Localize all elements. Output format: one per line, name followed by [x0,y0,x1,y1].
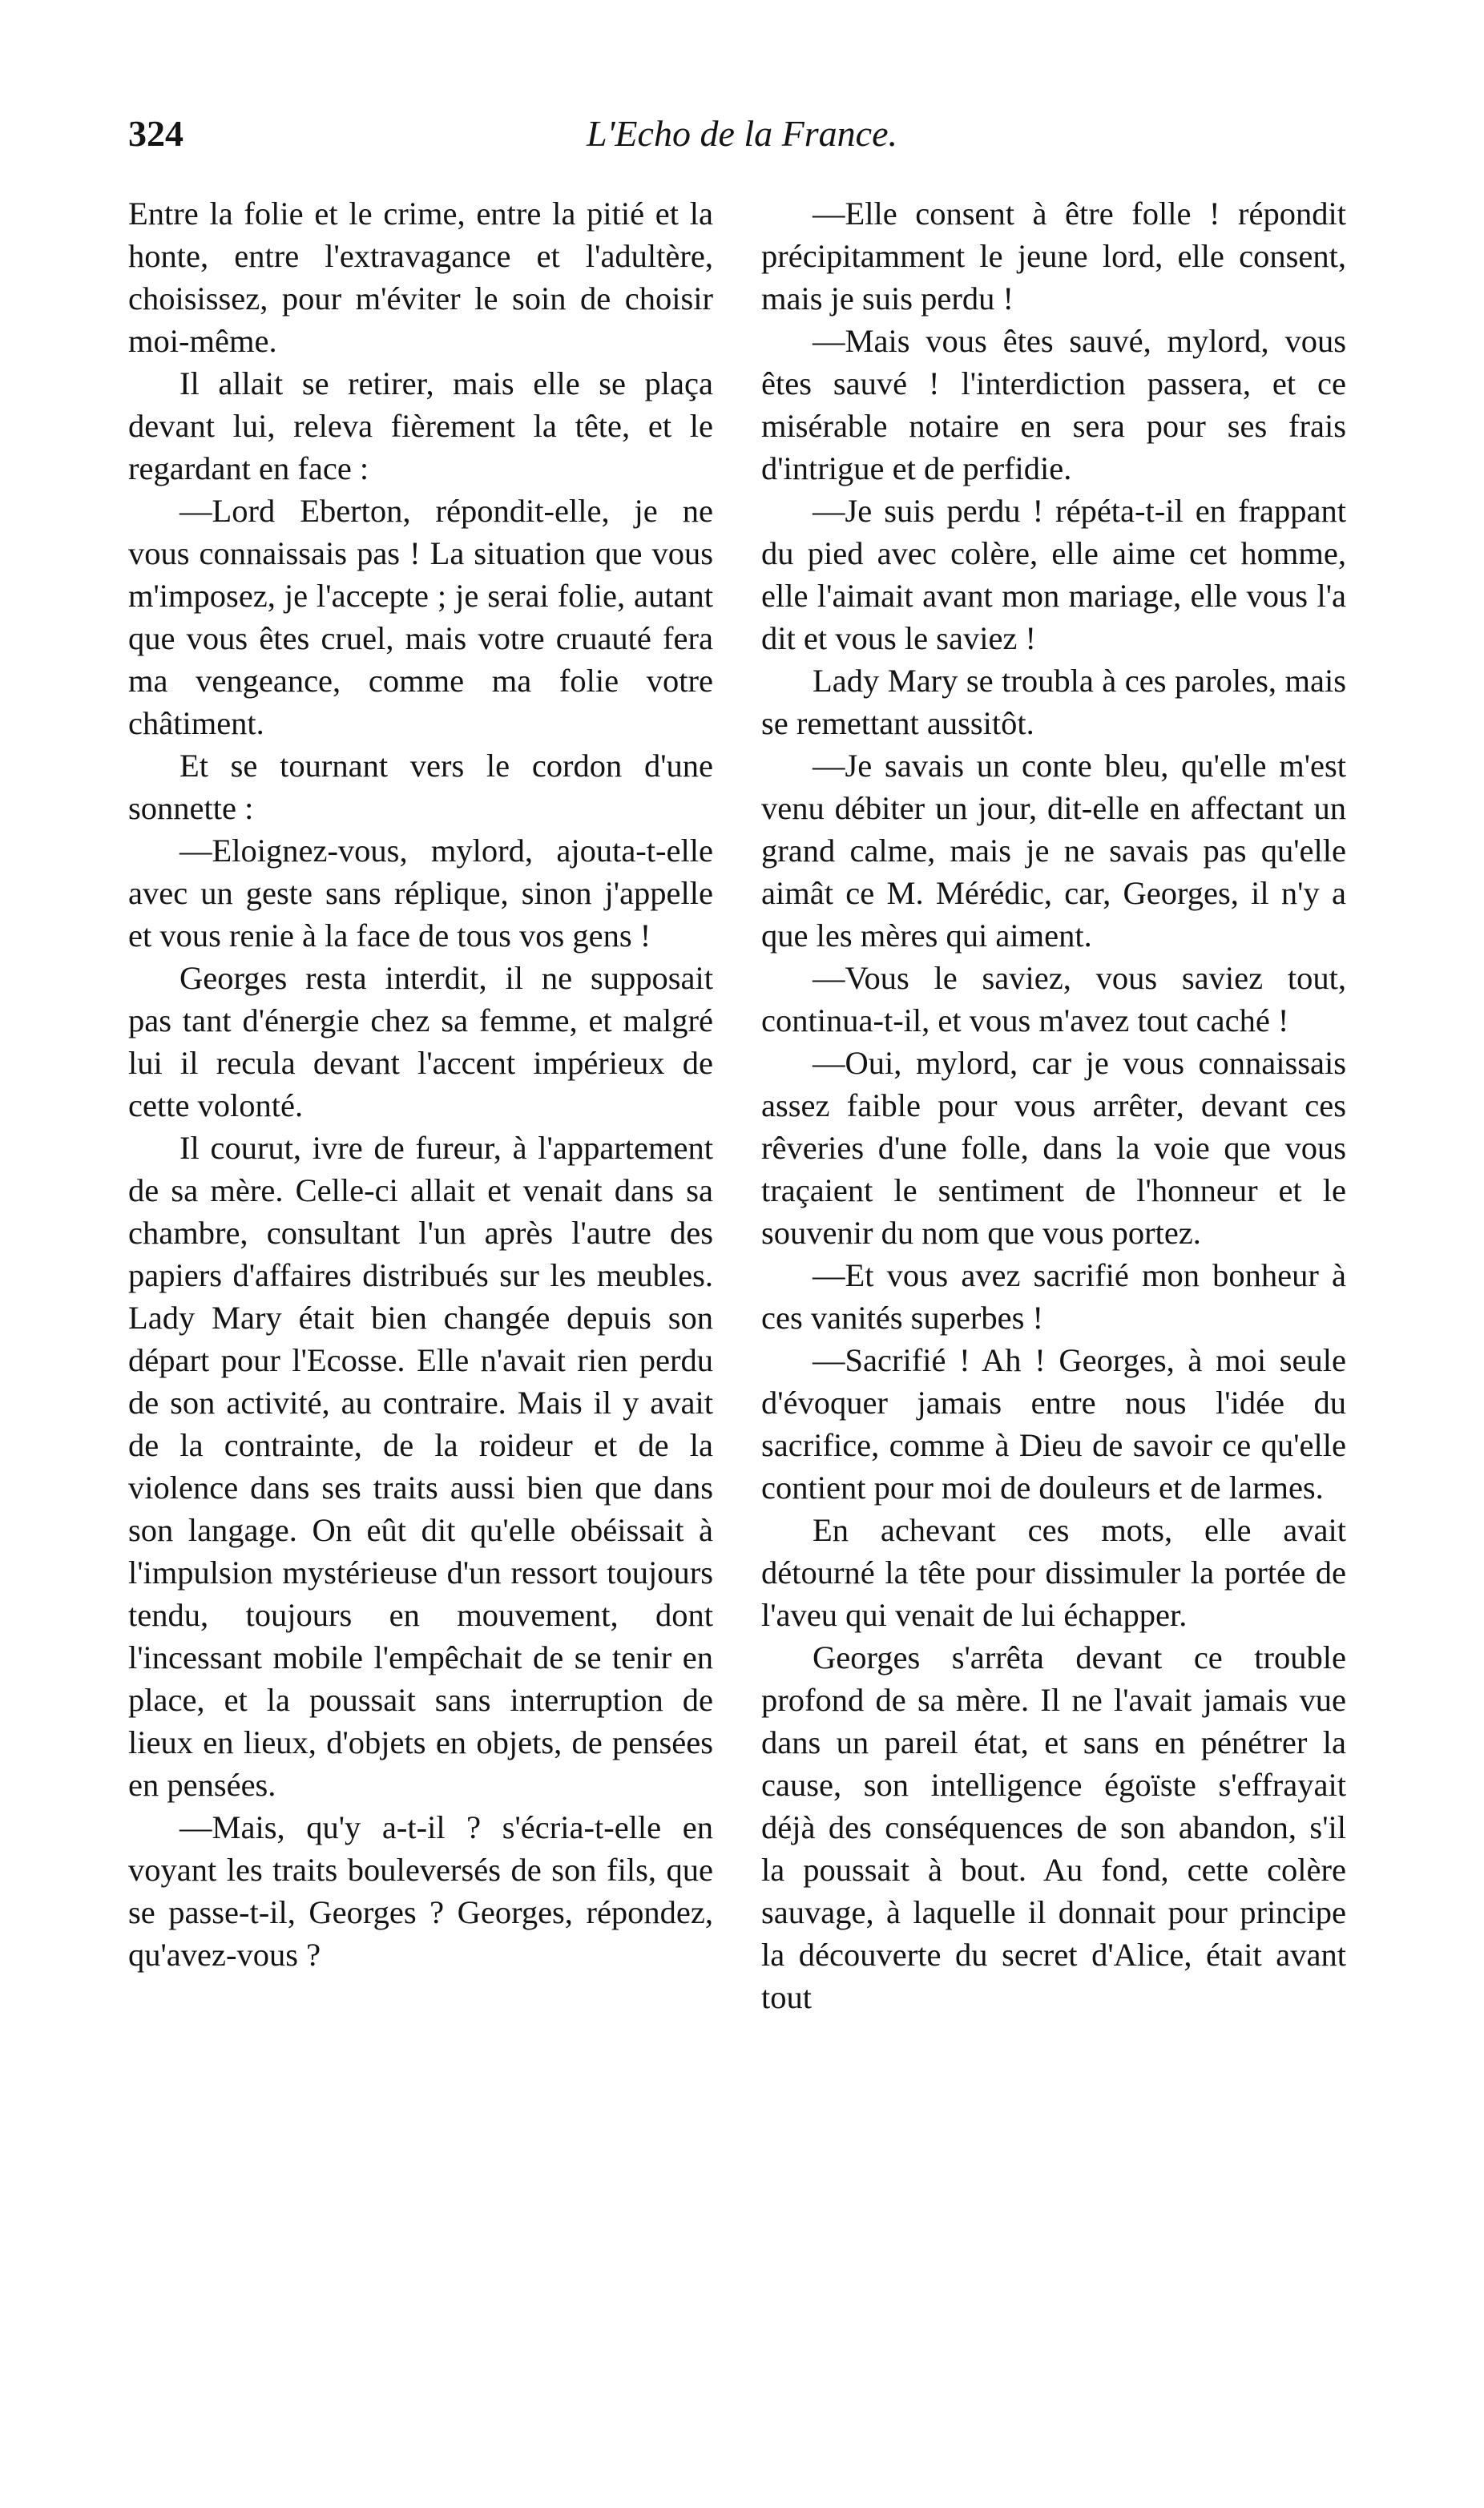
right-column [761,192,1346,2018]
paragraph: Et se tournant vers le cordon d'une sonnette : [128,748,713,826]
paragraph: Georges resta interdit, il ne supposait pas tant d'énergie chez sa femme, et malgré lui il recula devant l'accent impérieux de cette volonté. [128,960,713,1123]
paragraph: Lady Mary se troubla à ces paroles, mais se remettant aussitôt. [761,663,1346,741]
paragraph: Georges s'arrêta devant ce trouble profond de sa mère. Il ne l'avait jamais vue dans un pareil état, et sans en pénétrer la cause, son intelligence égoïste s'effrayait déjà des conséquences de son abandon, s'il la poussait à bout. Au fond, cette colère sauvage, à laquelle il donnait pour principe la découverte du secret d'Alice, était avant tout [761,1639,1346,2015]
paragraph: —Lord Eberton, répondit-elle, je ne vous connaissais pas ! La situation que vous m'imposez, je l'accepte ; je serai folie, autant que vous êtes cruel, mais votre cruauté fera ma vengeance, comme ma folie votre châtiment. [128,493,713,741]
paragraph: —Vous le saviez, vous saviez tout, continua-t-il, et vous m'avez tout caché ! [761,960,1346,1038]
page-number: 324 [128,113,183,154]
paragraph: —Mais, qu'y a-t-il ? s'écria-t-elle en voyant les traits bouleversés de son fils, que se passe-t-il, Georges ? Georges, répondez, qu'avez-vous ? [128,1809,713,1973]
paragraph: —Je suis perdu ! répéta-t-il en frappant du pied avec colère, elle aime cet homme, elle l'aimait avant mon mariage, elle vous l'a dit et vous le saviez ! [761,493,1346,656]
paragraph: Il courut, ivre de fureur, à l'appartement de sa mère. Celle-ci allait et venait dans sa chambre, consultant l'un après l'autre des papiers d'affaires distribués sur les meubles. Lady Mary était bien changée depuis son départ pour l'Ecosse. Elle n'avait rien perdu de son activité, au contraire. Mais il y avait de la contrainte, de la roideur et de la violence dans ses traits aussi bien que dans son langage. On eût dit qu'elle obéissait à l'impulsion mystérieuse d'un ressort toujours tendu, toujours en mouvement, dont l'incessant mobile l'empêchait de se tenir en place, et la poussait sans interruption de lieux en lieux, d'objets en objets, de pensées en pensées. [128,1130,713,1803]
paragraph: —Elle consent à être folle ! répondit précipitamment le jeune lord, elle consent, mais je suis perdu ! [761,196,1346,317]
paragraph: —Je savais un conte bleu, qu'elle m'est venu débiter un jour, dit-elle en affectant un grand calme, mais je ne savais pas qu'elle aimât ce M. Mérédic, car, Georges, il n'y a que les mères qui aiment. [761,748,1346,954]
paragraph: —Et vous avez sacrifié mon bonheur à ces vanités superbes ! [761,1257,1346,1336]
left-column [128,192,713,1976]
paragraph: —Sacrifié ! Ah ! Georges, à moi seule d'évoquer jamais entre nous l'idée du sacrifice, comme à Dieu de savoir ce qu'elle contient pour moi de douleurs et de larmes. [761,1342,1346,1506]
paragraph: —Oui, mylord, car je vous connaissais assez faible pour vous arrêter, devant ces rêveries d'une folle, dans la voie que vous traçaient le sentiment de l'honneur et le souvenir du nom que vous portez. [761,1045,1346,1251]
running-title: L'Echo de la France. [587,113,897,154]
paragraph: En achevant ces mots, elle avait détourné la tête pour dissimuler la portée de l'aveu qui venait de lui échapper. [761,1512,1346,1633]
paragraph: —Mais vous êtes sauvé, mylord, vous êtes sauvé ! l'interdiction passera, et ce misérable notaire en sera pour ses frais d'intrigue et de perfidie. [761,323,1346,486]
paragraph: Il allait se retirer, mais elle se plaça devant lui, releva fièrement la tête, et le regardant en face : [128,365,713,486]
page-header [128,112,1356,176]
paragraph: Entre la folie et le crime, entre la pitié et la honte, entre l'extravagance et l'adultère, choisissez, pour m'éviter le soin de choisir moi-même. [128,196,713,359]
paragraph: —Eloignez-vous, mylord, ajouta-t-elle avec un geste sans réplique, sinon j'appelle et vous renie à la face de tous vos gens ! [128,833,713,954]
